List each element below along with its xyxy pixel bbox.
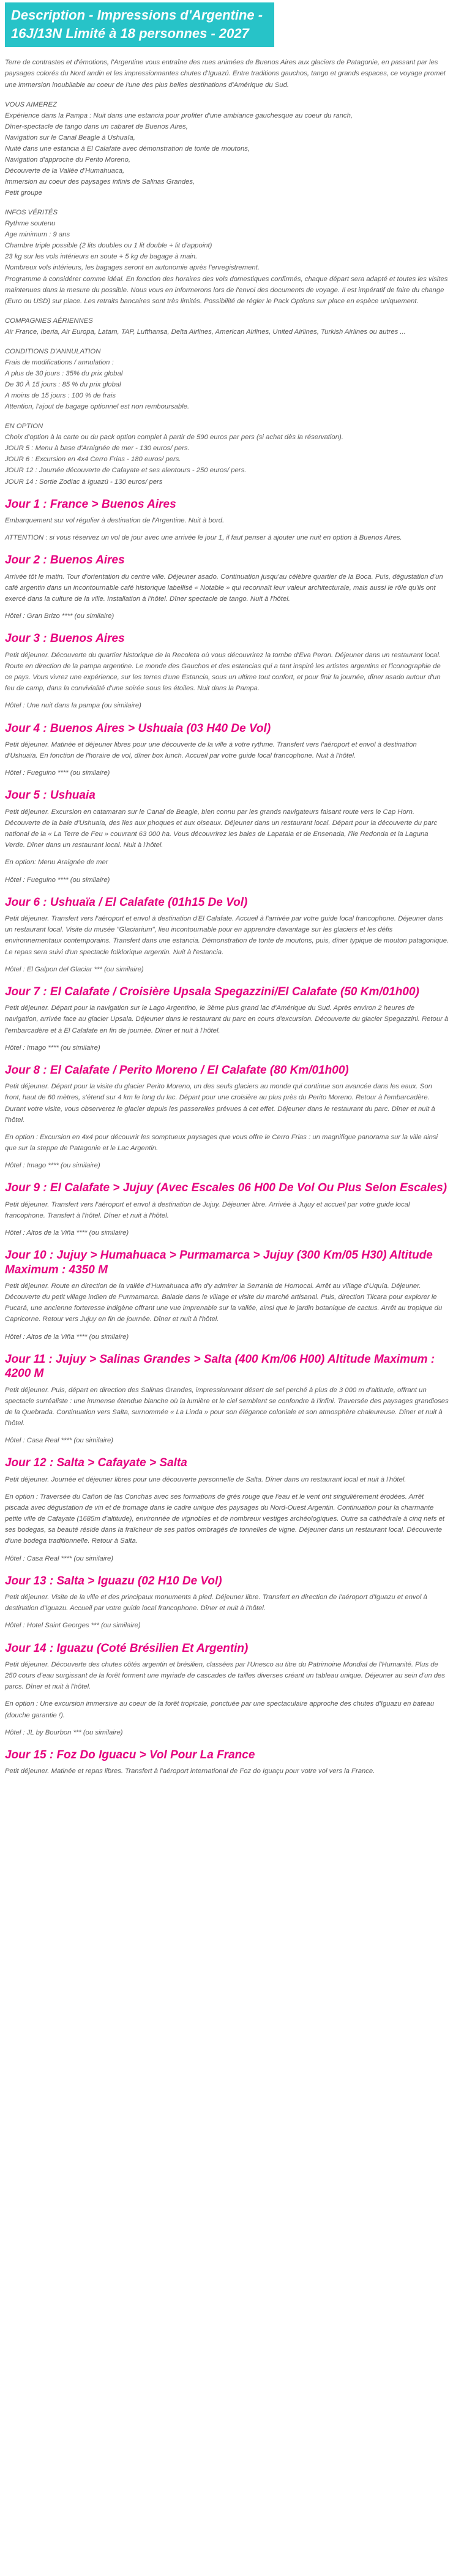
day-paragraph: Petit déjeuner. Départ pour la visite du glacier Perito Moreno, un des seuls glaciers au monde qui continue son avancée dans les eaux. Son front, haut de 60 mètres, s'étend sur 4 km le long du lac. Départ pour une croisière au plus près du Perito Moreno. Retour à l'embarcadère. Durant votre visite, vous observerez le glacier depuis les passerelles prévues à cet effet. Déjeuner dans le restaurant du parc. Dîner et nuit à l'hôtel. [5,1083,435,1124]
section-line: Attention, l'ajout de bagage optionnel est non remboursable. [5,403,190,411]
day-title: Jour 13 : Salta > Iguazu (02 H10 De Vol) [5,1574,222,1587]
day-title: Jour 6 : Ushuaïa / El Calafate (01h15 De Vol) [5,895,248,909]
day-paragraph: Hôtel : Fueguino **** (ou similaire) [5,769,110,777]
day-paragraph: En option : Traversée du Cañon de las Conchas avec ses formations de grès rouge que l'eau et le vent ont singulièrement érodées. Arrêt piscada avec dégustation de vin et de fromage dans le cadre unique des paysages du Nord-Ouest Argentin. Continuation pour la charmante petite ville de Cafayate (1685m d'altitude), environnée de vignobles et de nombreux vestiges archéologiques. Outre sa cathédrale à cinq nefs et ses bodegas, sa beauté réside dans la fraîcheur de ses patios ombragés de tonnelles de vigne. Déjeuner dans un restaurant local. Découverte d'une bodega traditionnelle. Retour à Salta. [5,1493,445,1545]
day-title: Jour 4 : Buenos Aires > Ushuaia (03 H40 De Vol) [5,721,271,735]
section-line: Navigation sur le Canal Beagle à Ushuaïa, [5,134,135,141]
day-body [5,1281,449,1342]
section-title: INFOS VÉRITÉS [5,209,58,217]
info-section [5,207,449,307]
day-entry [5,497,449,544]
section-line: A moins de 15 jours : 100 % de frais [5,392,116,400]
day-paragraph: En option : Une excursion immersive au coeur de la forêt tropicale, ponctuée par une spectaculaire approche des chutes d'Iguazu en bateau (douche garantie !). [5,1700,435,1719]
day-entry [5,1181,449,1238]
day-paragraph: En option: Menu Araignée de mer [5,859,108,867]
section-line: Navigation d'approche du Perito Moreno, [5,156,130,164]
day-paragraph: Petit déjeuner. Puis, départ en direction des Salinas Grandes, impressionnant désert de sel perché à plus de 3 000 m d'altitude, offrant un spectacle surréaliste : une immense étendue blanche où la lumière et le ciel semblent se confondre à l'infini. Traversée des paysages grandioses de la Quebrada. Continuation vers Salta, surnommée « La Linda » pour son élégance coloniale et son atmosphère chaleureuse. Dîner et nuit à l'hôtel. [5,1387,449,1428]
section-line: Découverte de la Vallée d'Humahuaca, [5,167,125,175]
day-paragraph: Arrivée tôt le matin. Tour d'orientation du centre ville. Déjeuner asado. Continuation jusqu'au célèbre quartier de la Boca. Puis, dégustation d'un café argentin dans un incontournable café historique labellisé « Notable » qui reconnaît leur valeur architecturale, mais aussi le rôle qu'ils ont exercé dans la culture de la ville. Installation à l'hôtel. Dîner spectacle de tango. Nuit à l'hôtel. [5,573,443,603]
itinerary-days [5,497,449,1777]
section-line: Petit groupe [5,189,42,197]
info-section [5,346,449,412]
day-body [5,1081,449,1170]
day-body [5,515,449,543]
section-title: EN OPTION [5,423,43,431]
day-paragraph: Hôtel : Gran Brizo **** (ou similaire) [5,612,114,620]
section-line: A plus de 30 jours : 35% du prix global [5,369,123,377]
day-body [5,1385,449,1446]
day-entry [5,895,449,975]
day-paragraph: Petit déjeuner. Matinée et déjeuner libres pour une découverte de la ville à votre rythme. Transfert vers l'aéroport et envol à destination d'Ushuaïa. En fonction de l'horaire de vol, dîner box lunch. Accueil par votre guide local francophone. Nuit à l'hôtel. [5,741,417,760]
day-title: Jour 11 : Jujuy > Salinas Grandes > Salta (400 Km/06 H00) Altitude Maximum : 4200 M [5,1352,435,1380]
day-entry [5,1352,449,1447]
info-section [5,421,449,487]
day-body [5,1766,449,1777]
section-line: JOUR 5 : Menu à base d'Araignée de mer - 130 euros/ pers. [5,445,190,453]
day-paragraph: Petit déjeuner. Matinée et repas libres. Transfert à l'aéroport international de Foz do Iguaçu pour votre vol vers la France. [5,1768,375,1776]
day-body [5,807,449,885]
day-title: Jour 3 : Buenos Aires [5,632,125,646]
day-paragraph: ATTENTION : si vous réservez un vol de jour avec une arrivée le jour 1, il faut penser à ajouter une nuit en option à Buenos Aires. [5,534,402,542]
section-line: De 30 À 15 jours : 85 % du prix global [5,381,121,388]
section-line: Dîner-spectacle de tango dans un cabaret de Buenos Aires, [5,122,188,130]
day-paragraph: Hôtel : JL by Bourbon *** (ou similaire) [5,1728,123,1736]
day-title: Jour 2 : Buenos Aires [5,554,125,567]
intro-text: Terre de contrastes et d'émotions, l'Argentine vous entraîne des rues animées de Buenos Aires aux glaciers de Patagonie, en passant par les paysages colorés du Nord andin et les impressionnantes chutes d'Iguazú. Entre traditions gauchos, tango et grands espaces, ce voyage promet une immersion inoubliable au coeur de l'une des plus belles destinations d'Amérique du Sud. [5,59,446,89]
day-paragraph: Hôtel : Casa Real **** (ou similaire) [5,1437,114,1445]
section-line: Nuité dans une estancia à El Calafate avec démonstration de tonte de moutons, [5,145,250,153]
page-title: Description - Impressions d'Argentine - 16J/13N Limité à 18 personnes - 2027 [5,2,274,47]
day-body [5,913,449,974]
day-paragraph: En option : Excursion en 4x4 pour découvrir les somptueux paysages que vous offre le Cerro Frias : un magnifique panorama sur la ville ainsi que sur la steppe de Patagonie et le Lac Argentin. [5,1133,438,1152]
day-entry [5,1248,449,1343]
day-body [5,571,449,622]
section-line: Frais de modifications / annulation : [5,358,114,366]
day-paragraph: Hôtel : Casa Real **** (ou similaire) [5,1554,114,1562]
section-line: 23 kg sur les vols intérieurs en soute + 5 kg de bagage à main. [5,253,198,261]
day-title: Jour 10 : Jujuy > Humahuaca > Purmamarca > Jujuy (300 Km/05 H30) Altitude Maximum : 4350 M [5,1248,433,1276]
day-body [5,739,449,778]
day-entry [5,985,449,1053]
day-body [5,650,449,711]
day-title: Jour 12 : Salta > Cafayate > Salta [5,1456,187,1470]
day-paragraph: Petit déjeuner. Découverte des chutes côtés argentin et brésilien, classées par l'Unesco au titre du Patrimoine Mondial de l'Humanité. Plus de 250 cours d'eau surgissant de la forêt forment une myriade de cascades de tailles diverses créant un tableau unique. Déjeuner au sein d'un des parcs. Dîner et nuit à l'hôtel. [5,1661,445,1691]
day-body [5,1003,449,1053]
day-paragraph: Petit déjeuner. Excursion en catamaran sur le Canal de Beagle, bien connu par les grands navigateurs faisant route vers le Cap Horn. Découverte de la baie d'Ushuaïa, des îles aux phoques et aux oiseaux. Déjeuner dans un restaurant local. Départ pour la découverte du parc national de la « La Terre de Feu » couvrant 63 000 ha. Vous découvrirez les baies de Lapataia et de Ensenada, l'île Redonda et la Laguna Verde. Dîner dans un restaurant local. Nuit à l'hôtel. [5,808,438,849]
section-line: Choix d'option à la carte ou du pack option complet à partir de 590 euros par pers (si achat dès la réservation). [5,434,343,442]
day-body [5,1474,449,1564]
section-line: JOUR 6 : Excursion en 4x4 Cerro Frias - 180 euros/ pers. [5,456,181,464]
day-title: Jour 7 : El Calafate / Croisière Upsala Spegazzini/El Calafate (50 Km/01h00) [5,985,419,998]
day-paragraph: Petit déjeuner. Route en direction de la vallée d'Humahuaca afin d'y admirer la Serrania de Hornocal. Arrêt au village d'Uquía. Déjeuner. Découverte du petit village indien de Purmamarca. Balade dans le village et visite du marché artisanal. Puis, direction Tilcara pour explorer le Pucará, une ancienne forteresse indigène offrant une vue imprenable sur la vallée, ainsi que le jardin botanique de cactus. Arrêt au tropique du Capricorne. Retour vers Jujuy en fin de journée. Dîner et nuit à l'hôtel. [5,1282,443,1324]
day-title: Jour 5 : Ushuaia [5,789,95,802]
day-paragraph: Embarquement sur vol régulier à destination de l'Argentine. Nuit à bord. [5,517,225,525]
info-section [5,315,449,337]
day-paragraph: Hôtel : El Galpon del Glaciar *** (ou similaire) [5,965,144,973]
section-title: VOUS AIMEREZ [5,100,57,108]
section-line: Age minimum : 9 ans [5,231,70,239]
section-line: Chambre triple possible (2 lits doubles ou 1 lit double + lit d'appoint) [5,242,212,250]
day-entry [5,788,449,885]
day-entry [5,1063,449,1171]
day-title: Jour 15 : Foz Do Iguacu > Vol Pour La France [5,1748,255,1761]
section-line: Nombreux vols intérieurs, les bagages seront en autonomie après l'enregistrement. [5,264,260,272]
day-body [5,1592,449,1631]
info-sections [5,99,449,488]
day-paragraph: Petit déjeuner. Découverte du quartier historique de la Recoleta où vous découvrirez la tombe d'Eva Peron. Déjeuner dans un restaurant local. Route en direction de la pampa argentine. Le monde des Gauchos et des estancias qui a tant inspiré les artistes argentins et l'iconographie de ce pays. Vous vivrez une expérience, sur les terres d'une Estancia, sous un ultime tout confort, et pour finir la journée, dîner asado autour d'un feu de camp, dans la convivialité d'une soirée sous les étoiles. Nuit dans la Pampa. [5,652,441,693]
section-line: Expérience dans la Pampa : Nuit dans une estancia pour profiter d'une ambiance gauchesque au coeur du ranch, [5,111,353,119]
day-entry [5,1641,449,1738]
section-line: Air France, Iberia, Air Europa, Latam, TAP, Lufthansa, Delta Airlines, American Airlines, United Airlines, Turkish Airlines ou autres ... [5,328,406,336]
day-paragraph: Hôtel : Fueguino **** (ou similaire) [5,876,110,884]
day-paragraph: Petit déjeuner. Départ pour la navigation sur le Lago Argentino, le 3ème plus grand lac d'Amérique du Sud. Après environ 2 heures de navigation, arrivée face au glacier Upsala. Déjeuner dans le restaurant du parc en cours d'excursion. Découverte du glacier Spegazzini. Retour à l'embarcadère et à El Calafate en fin de journée. Dîner et nuit à l'hôtel. [5,1004,449,1034]
day-paragraph: Petit déjeuner. Transfert vers l'aéroport et envol à destination d'El Calafate. Accueil à l'arrivée par votre guide local francophone. Déjeuner dans un restaurant local. Visite du musée "Glaciarium", lieu incontournable pour en apprendre davantage sur les glaciers et les défis environnementaux contemporains. Transfert dans une estancia. Démonstration de tonte de moutons, puis, dîner typique de mouton patagonique. Le repas sera suivi d'un spectacle folklorique argentin. Nuit à l'estancia. [5,915,449,956]
day-entry [5,1748,449,1777]
section-line: Rythme soutenu [5,220,56,228]
day-paragraph: Hôtel : Hotel Saint Georges *** (ou similaire) [5,1622,141,1630]
day-title: Jour 1 : France > Buenos Aires [5,497,176,511]
section-line: JOUR 12 : Journée découverte de Cafayate et ses alentours - 250 euros/ pers. [5,467,247,475]
day-paragraph: Hôtel : Une nuit dans la pampa (ou similaire) [5,702,141,710]
day-entry [5,721,449,779]
day-paragraph: Petit déjeuner. Journée et déjeuner libres pour une découverte personnelle de Salta. Dîner dans un restaurant local et nuit à l'hôtel. [5,1476,406,1484]
day-entry [5,1574,449,1632]
day-entry [5,553,449,622]
section-line: JOUR 14 : Sortie Zodiac à Iguazú - 130 euros/ pers [5,478,163,486]
day-entry [5,631,449,711]
day-paragraph: Petit déjeuner. Visite de la ville et des principaux monuments à pied. Déjeuner libre. Transfert en direction de l'aéroport d'Iguazu et envol à destination d'Iguazu. Accueil par votre guide local francophone. Dîner et nuit à l'hôtel. [5,1594,427,1613]
day-paragraph: Hôtel : Altos de la Viña **** (ou similaire) [5,1333,129,1341]
section-title: CONDITIONS D'ANNULATION [5,347,101,355]
day-title: Jour 14 : Iguazu (Coté Brésilien Et Argentin) [5,1641,249,1655]
info-section [5,99,449,199]
day-paragraph: Hôtel : Imago **** (ou similaire) [5,1044,100,1052]
day-body [5,1199,449,1238]
section-line: Immersion au coeur des paysages infinis de Salinas Grandes, [5,178,195,186]
day-body [5,1659,449,1738]
section-title: COMPAGNIES AÉRIENNES [5,317,93,325]
day-paragraph: Hôtel : Imago **** (ou similaire) [5,1161,100,1169]
day-title: Jour 8 : El Calafate / Perito Moreno / El Calafate (80 Km/01h00) [5,1063,349,1077]
day-title: Jour 9 : El Calafate > Jujuy (Avec Escales 06 H00 De Vol Ou Plus Selon Escales) [5,1181,447,1194]
day-paragraph: Petit déjeuner. Transfert vers l'aéroport et envol à destination de Jujuy. Déjeuner libre. Arrivée à Jujuy et accueil par votre guide local francophone. Transfert à l'hôtel. Dîner et nuit à l'hôtel. [5,1200,410,1219]
day-paragraph: Hôtel : Altos de la Viña **** (ou similaire) [5,1229,129,1237]
section-line: Programme à considérer comme idéal. En fonction des horaires des vols domestiques confirmés, chaque départ sera adapté et toutes les visites maintenues dans la mesure du possible. Nous vous en informerons lors de l'envoi des documents de voyage. Il est impératif de faire du change (Euro ou USD) sur place. Les retraits bancaires sont très limités. Possibilité de régler le Pack Options sur place en espèce uniquement. [5,275,448,305]
day-entry [5,1456,449,1564]
